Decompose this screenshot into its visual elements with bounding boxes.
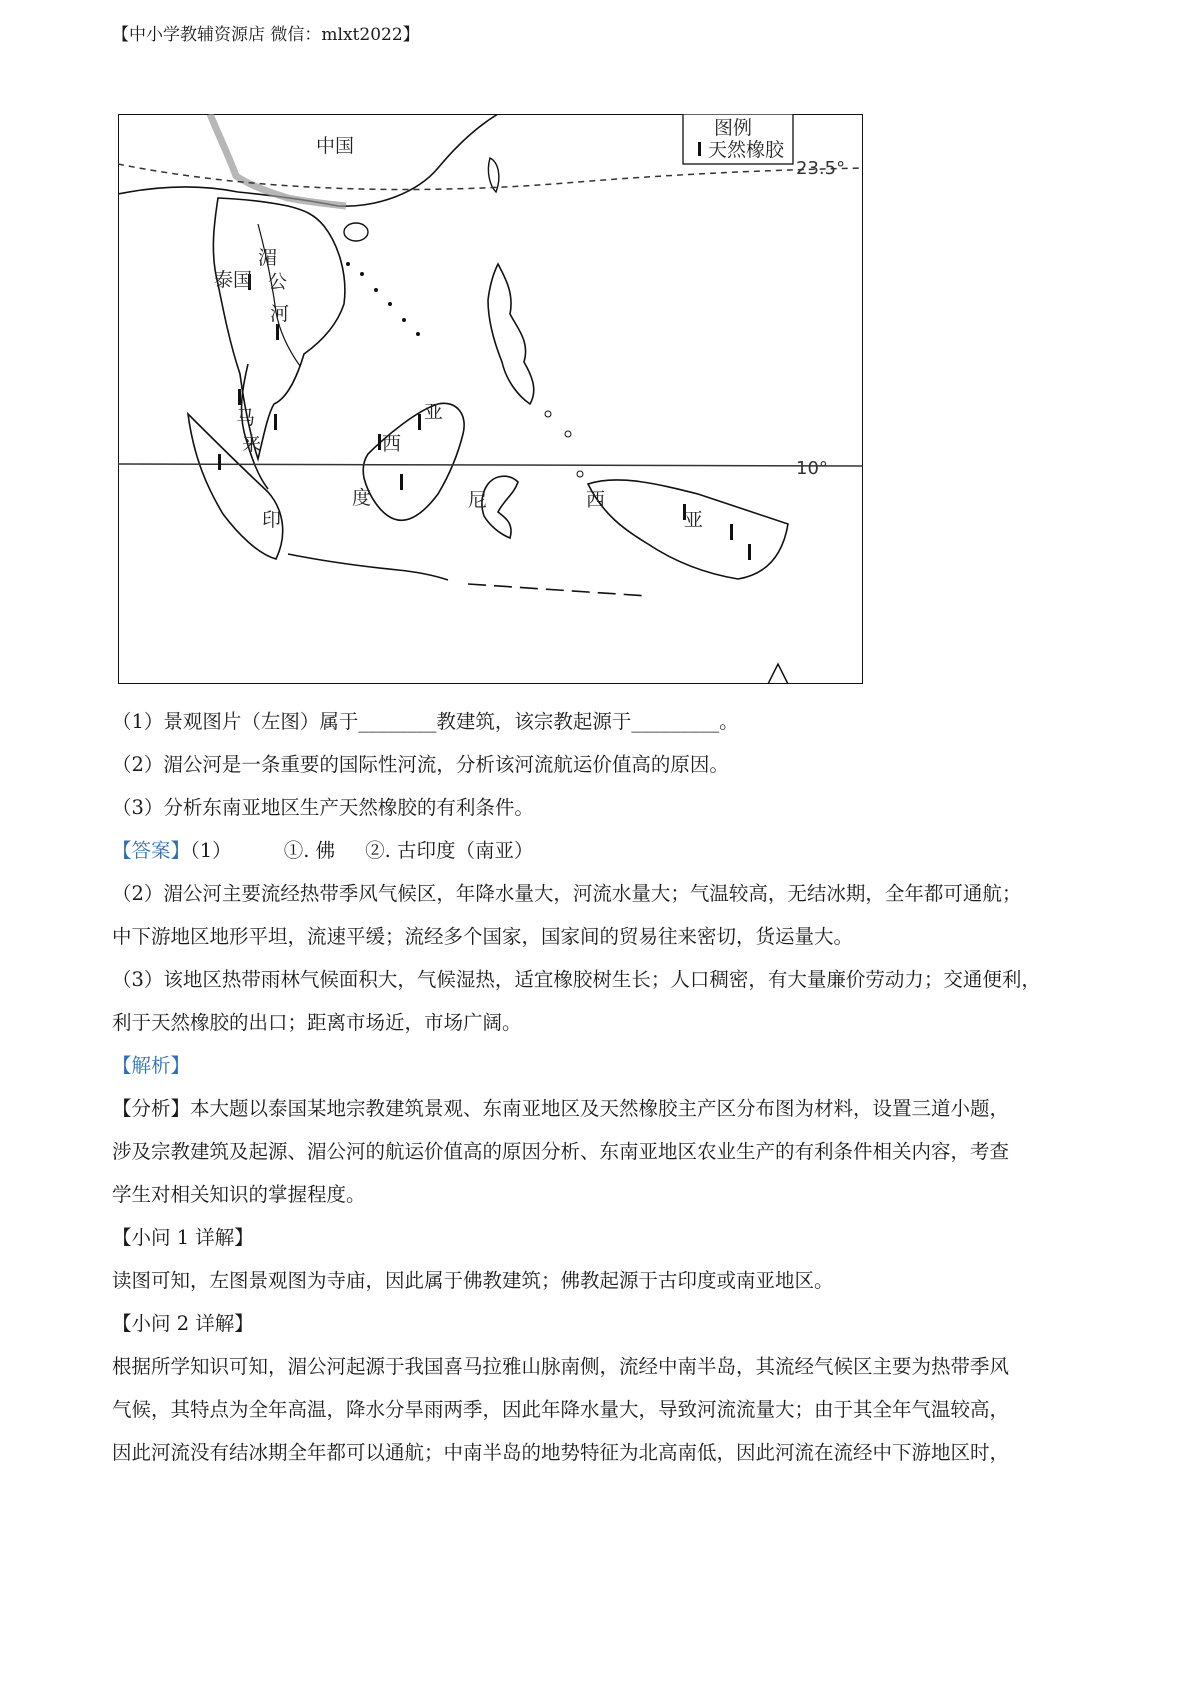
answer-part-2-line-1: （2）湄公河主要流经热带季风气候区，年降水量大，河流水量大；气温较高，无结冰期，全年都可通航； [112, 882, 1022, 905]
sub-question-1-title: 【小问 1 详解】 [112, 1226, 254, 1249]
source-header: 【中小学教辅资源店 微信：mlxt2022】 [112, 25, 420, 45]
label-mekong-3: 河 [270, 303, 290, 325]
answer-part-1 [112, 829, 1100, 872]
label-malaysia-4: 亚 [424, 401, 444, 423]
analysis-tag: 【解析】 [112, 1054, 191, 1077]
question-content [112, 700, 1100, 1474]
analysis-intro-line-3: 学生对相关知识的掌握程度。 [112, 1183, 366, 1206]
answer-tag: 【答案】 [112, 839, 191, 862]
answer-part-3-line-2: 利于天然橡胶的出口；距离市场近，市场广阔。 [112, 1011, 522, 1034]
label-malaysia-3: 西 [382, 433, 402, 455]
label-indonesia-4: 西 [586, 489, 606, 511]
label-thailand: 泰国 [214, 269, 253, 291]
question-1: （1）景观图片（左图）属于________教建筑，该宗教起源于_________。 [112, 710, 739, 733]
question-2: （2）湄公河是一条重要的国际性河流，分析该河流航运价值高的原因。 [112, 753, 729, 776]
answer-part-3-line-1: （3）该地区热带雨林气候面积大，气候湿热，适宜橡胶树生长；人口稠密，有大量廉价劳动力；交通便利， [112, 968, 1041, 991]
rubber-symbol-icon [698, 142, 701, 156]
legend-item-rubber: 天然橡胶 [708, 139, 785, 161]
southeast-asia-map [118, 114, 863, 684]
label-indonesia-3: 尼 [468, 489, 488, 511]
latitude-label-23-5: 23.5° [796, 158, 846, 179]
analysis-intro-line-2: 涉及宗教建筑及起源、湄公河的航运价值高的原因分析、东南亚地区农业生产的有利条件相关内容，考查 [112, 1140, 1010, 1163]
label-indonesia-5: 亚 [684, 509, 704, 531]
answer-part-1-b: ②. 古印度（南亚） [365, 839, 534, 862]
label-malaysia-2: 来 [242, 433, 262, 455]
sub-question-2-line-1: 根据所学知识可知，湄公河起源于我国喜马拉雅山脉南侧，流经中南半岛，其流经气候区主要为热带季风 [112, 1355, 1010, 1378]
answer-part-1-a: ①. 佛 [283, 839, 336, 862]
question-3: （3）分析东南亚地区生产天然橡胶的有利条件。 [112, 796, 534, 819]
sub-question-2-title: 【小问 2 详解】 [112, 1312, 254, 1335]
sub-question-1-text: 读图可知，左图景观图为寺庙，因此属于佛教建筑；佛教起源于古印度或南亚地区。 [112, 1269, 834, 1292]
label-mekong-1: 湄 [258, 247, 278, 269]
label-china: 中国 [316, 135, 355, 157]
answer-part-2-line-2: 中下游地区地形平坦，流速平缓；流经多个国家，国家间的贸易往来密切，货运量大。 [112, 925, 854, 948]
legend-title: 图例 [714, 117, 753, 139]
answer-part-1-prefix: （1） [190, 839, 232, 862]
label-mekong-2: 公 [268, 271, 288, 293]
analysis-intro-line-1: 【分析】本大题以泰国某地宗教建筑景观、东南亚地区及天然橡胶主产区分布图为材料，设置三道小题， [112, 1097, 1010, 1120]
label-indonesia-1: 印 [262, 509, 282, 531]
label-indonesia-2: 度 [352, 487, 372, 509]
label-malaysia-1: 马 [236, 407, 256, 429]
sub-question-2-line-3: 因此河流没有结冰期全年都可以通航；中南半岛的地势特征为北高南低，因此河流在流经中下游地区时， [112, 1441, 1010, 1464]
sub-question-2-line-2: 气候，其特点为全年高温，降水分旱雨两季，因此年降水量大，导致河流流量大；由于其全年气温较高， [112, 1398, 1010, 1421]
latitude-label-10: 10° [796, 458, 828, 479]
